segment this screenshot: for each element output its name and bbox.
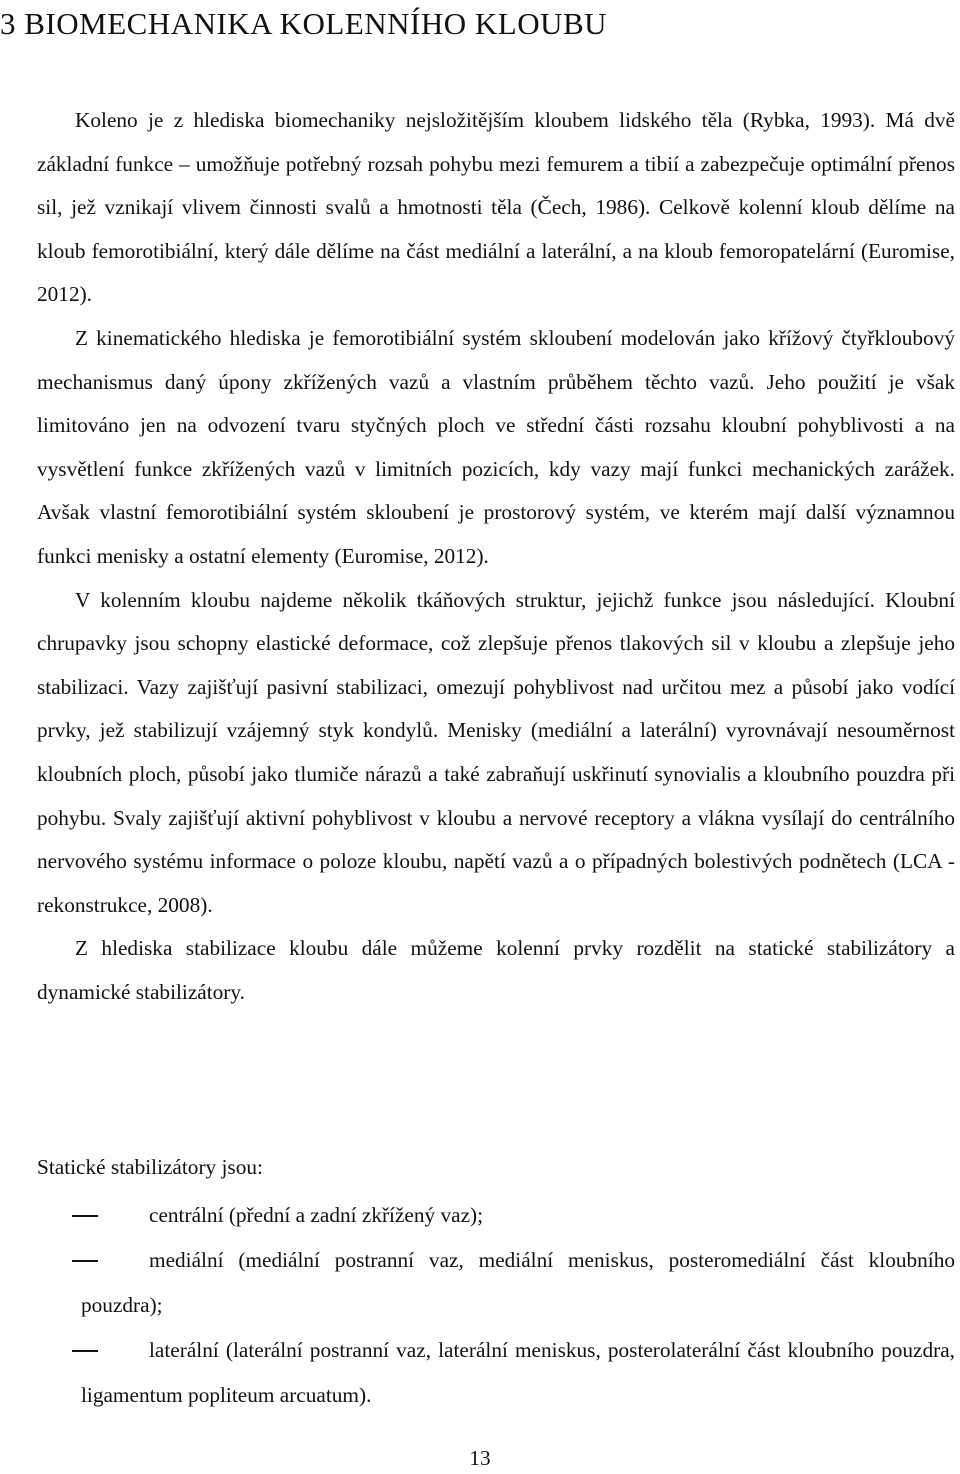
paragraph-4: Z hlediska stabilizace kloubu dále můžeme kolenní prvky rozdělit na statické stabilizátory a dynamické stabilizátory. (37, 936, 955, 1004)
chapter-heading: 3 BIOMECHANIKA KOLENNÍHO KLOUBU (0, 6, 608, 41)
list-item-text: laterální (laterální postranní vaz, laterální meniskus, posterolaterální část kloubního pouzdra, ligamentum popliteum arcuatum). (81, 1338, 955, 1407)
page-number: 13 (469, 1446, 491, 1470)
static-stabilizers-list (37, 1193, 955, 1418)
list-item-text: centrální (přední a zadní zkřížený vaz); (149, 1203, 484, 1227)
paragraph-3: V kolenním kloubu najdeme několik tkáňových struktur, jejichž funkce jsou následující. Kloubní chrupavky jsou schopny elastické deformace, což zlepšuje přenos tlakových sil v kloubu a zlepšuje jeho stabilizaci. Vazy zajišťují pasivní stabilizaci, omezují pohyblivost nad určitou mez a působí jako vodící prvky, jež stabilizují vzájemný styk kondylů. Menisky (mediální a laterální) vyrovnávají nesouměrnost kloubních ploch, působí jako tlumiče nárazů a také zabraňují uskřinutí synovialis a kloubního pouzdra při pohybu. Svaly zajišťují aktivní pohyblivost v kloubu a nervové receptory a vlákna vysílají do centrálního nervového systému informace o poloze kloubu, napětí vazů a o případných bolestivých podnětech (LCA - rekonstrukce, 2008). (37, 587, 955, 917)
list-item (37, 1238, 955, 1328)
list-item (37, 1193, 955, 1238)
dash-bullet-icon (37, 1328, 81, 1373)
list-item-text: mediální (mediální postranní vaz, mediální meniskus, posteromediální část kloubního pouzdra); (81, 1248, 955, 1317)
paragraph-2: Z kinematického hlediska je femorotibiální systém skloubení modelován jako křížový čtyřkloubový mechanismus daný úpony zkřížených vazů a vlastním průběhem těchto vazů. Jeho použití je však limitováno jen na odvození tvaru styčných ploch ve střední části rozsahu kloubní pohyblivosti a na vysvětlení funkce zkřížených vazů v limitních pozicích, kdy vazy mají funkci mechanických zarážek. Avšak vlastní femorotibiální systém skloubení je prostorový systém, ve kterém mají další významnou funkci menisky a ostatní elementy (Euromise, 2012). (37, 325, 955, 568)
paragraph-1: Koleno je z hlediska biomechaniky nejsložitějším kloubem lidského těla (Rybka, 1993). Má dvě základní funkce – umožňuje potřebný rozsah pohybu mezi femurem a tibií a zabezpečuje optimální přenos sil, jež vznikají vlivem činnosti svalů a hmotnosti těla (Čech, 1986). Celkově kolenní kloub dělíme na kloub femorotibiální, který dále dělíme na část mediální a laterální, a na kloub femoropatelární (Euromise, 2012). (37, 108, 955, 307)
dash-bullet-icon (37, 1238, 81, 1283)
static-stabilizers-label: Statické stabilizátory jsou: (37, 1155, 263, 1179)
list-item (37, 1328, 955, 1418)
dash-bullet-icon (37, 1193, 81, 1238)
body-text (37, 99, 955, 1014)
